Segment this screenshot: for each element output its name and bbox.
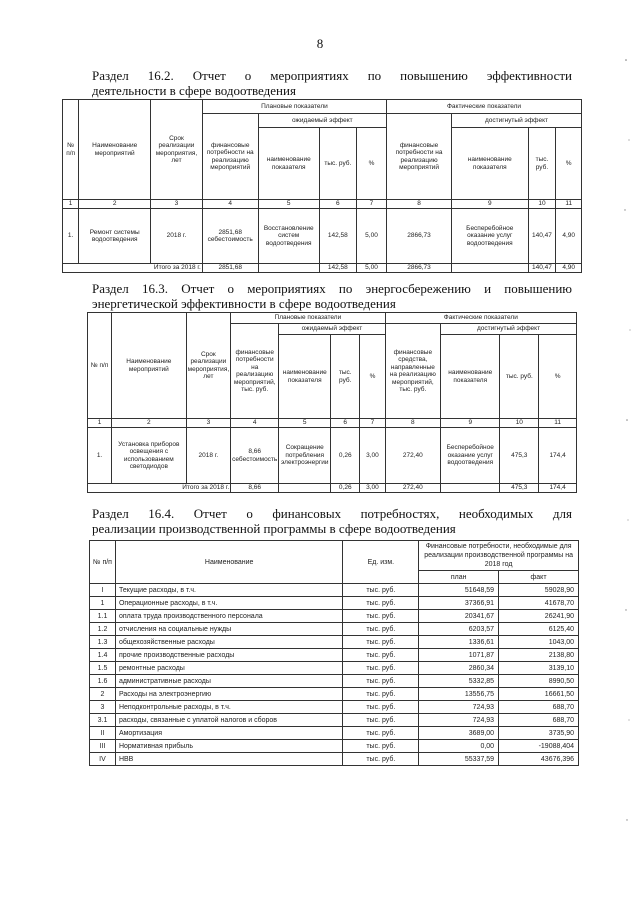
section-16-3-title xyxy=(92,281,572,311)
row-fact-fin: 272,40 xyxy=(385,428,440,484)
total-empty xyxy=(279,484,331,493)
row-plan: 2860,34 xyxy=(419,662,499,675)
row-name: Ремонт системы водоотведения xyxy=(79,209,151,264)
row-unit: тыс. руб. xyxy=(343,727,419,740)
header-fact-ind: наименование показателя xyxy=(452,128,529,200)
row-unit: тыс. руб. xyxy=(343,597,419,610)
row-unit: тыс. руб. xyxy=(343,649,419,662)
row-num: 1. xyxy=(63,209,79,264)
row-name: НВВ xyxy=(115,753,342,766)
header-name: Наименование мероприятий xyxy=(112,313,187,419)
header-num: № п/п xyxy=(88,313,112,419)
table-row xyxy=(90,675,579,688)
row-name: административные расходы xyxy=(115,675,342,688)
header-fact: Фактические показатели xyxy=(387,100,582,114)
row-plan: 51648,59 xyxy=(419,584,499,597)
row-unit: тыс. руб. xyxy=(343,714,419,727)
header-fact-pct: % xyxy=(556,128,582,200)
header-plan-ths: тыс. руб. xyxy=(319,128,356,200)
row-plan: 5332,85 xyxy=(419,675,499,688)
table-row xyxy=(88,428,577,484)
header-term: Срок реализации мероприятия, лет xyxy=(186,313,231,419)
row-term: 2018 г. xyxy=(186,428,231,484)
col-number: 10 xyxy=(500,419,539,428)
col-number: 4 xyxy=(202,200,258,209)
table-row xyxy=(90,597,579,610)
row-unit: тыс. руб. xyxy=(343,675,419,688)
row-num: 3.1 xyxy=(90,714,116,727)
row-fact-ths: 140,47 xyxy=(528,209,556,264)
col-number: 5 xyxy=(258,200,319,209)
header-fact-ths: тыс. руб. xyxy=(528,128,556,200)
header-plan: Плановые показатели xyxy=(202,100,386,114)
header-fact-fin: финансовые потребности на реализацию мероприятий xyxy=(387,114,452,200)
total-fact-fin: 272,40 xyxy=(385,484,440,493)
row-name: Амортизация xyxy=(115,727,342,740)
col-number: 11 xyxy=(539,419,577,428)
col-number: 6 xyxy=(319,200,356,209)
table-row xyxy=(90,727,579,740)
table-row xyxy=(90,714,579,727)
row-fact: 26241,90 xyxy=(499,610,579,623)
total-plan-pct: 5,00 xyxy=(356,264,386,273)
page-number: 8 xyxy=(316,36,324,51)
header-plan-pct: % xyxy=(360,335,385,419)
header-plan-ind: наименование показателя xyxy=(258,128,319,200)
header-plan-eff: ожидаемый эффект xyxy=(258,114,386,128)
row-unit: тыс. руб. xyxy=(343,584,419,597)
row-name: Расходы на электроэнергию xyxy=(115,688,342,701)
row-unit: тыс. руб. xyxy=(343,688,419,701)
section-16-2-title-line1: Раздел 16.2. Отчет о мероприятиях по повышению эффективности xyxy=(92,68,572,83)
section-16-2-title-line2: деятельности в сфере водоотведения xyxy=(92,83,296,98)
row-fact: 8990,50 xyxy=(499,675,579,688)
row-plan: 724,93 xyxy=(419,714,499,727)
section-16-3-title-line2: энергетической эффективности в сфере водоотведения xyxy=(92,296,396,311)
header-name: Наименование мероприятий xyxy=(79,100,151,200)
row-plan: 20341,67 xyxy=(419,610,499,623)
header-num: № п/п xyxy=(63,100,79,200)
table-row xyxy=(90,636,579,649)
row-fact-ind: Бесперебойное оказание услуг водоотведения xyxy=(441,428,500,484)
row-fact: 3735,90 xyxy=(499,727,579,740)
table-row xyxy=(90,584,579,597)
row-unit: тыс. руб. xyxy=(343,623,419,636)
row-num: 1.6 xyxy=(90,675,116,688)
col-number: 5 xyxy=(279,419,331,428)
row-fact-fin: 2866,73 xyxy=(387,209,452,264)
col-number: 3 xyxy=(186,419,231,428)
row-num: 1. xyxy=(88,428,112,484)
row-name: оплата труда производственного персонала xyxy=(115,610,342,623)
total-row xyxy=(88,484,577,493)
col-number: 7 xyxy=(360,419,385,428)
header-plan-fin: финансовые потребности на реализацию мероприятий, тыс. руб. xyxy=(231,324,279,419)
table-16-4 xyxy=(89,540,579,766)
row-fact-ths: 475,3 xyxy=(500,428,539,484)
row-fact: 3139,10 xyxy=(499,662,579,675)
row-plan-pct: 3,00 xyxy=(360,428,385,484)
header-plan: Плановые показатели xyxy=(231,313,386,324)
table-16-4-body xyxy=(90,584,579,766)
row-unit: тыс. руб. xyxy=(343,753,419,766)
row-name: Операционные расходы, в т.ч. xyxy=(115,597,342,610)
col-number: 3 xyxy=(151,200,203,209)
section-16-4-title xyxy=(92,506,572,536)
total-label: Итого за 2018 г. xyxy=(88,484,231,493)
total-empty xyxy=(452,264,529,273)
row-plan: 6203,57 xyxy=(419,623,499,636)
col-number: 1 xyxy=(63,200,79,209)
row-name: отчисления на социальные нужды xyxy=(115,623,342,636)
row-fact: 688,70 xyxy=(499,714,579,727)
total-fact-pct: 4,90 xyxy=(556,264,582,273)
row-plan: 37366,91 xyxy=(419,597,499,610)
row-fact: 43676,396 xyxy=(499,753,579,766)
section-16-2-title xyxy=(92,68,572,98)
table-16-2 xyxy=(62,99,582,273)
row-plan: 1071,87 xyxy=(419,649,499,662)
row-fact: -19088,404 xyxy=(499,740,579,753)
header-num: № п/п xyxy=(90,541,116,584)
col-number: 10 xyxy=(528,200,556,209)
section-16-4-title-line1: Раздел 16.4. Отчет о финансовых потребностях, необходимых для xyxy=(92,506,572,521)
row-plan: 1336,61 xyxy=(419,636,499,649)
col-number: 2 xyxy=(112,419,187,428)
row-plan-ths: 0,26 xyxy=(331,428,360,484)
header-plan-eff: ожидаемый эффект xyxy=(279,324,385,335)
header-name: Наименование xyxy=(115,541,342,584)
row-name: прочие производственные расходы xyxy=(115,649,342,662)
total-plan-ths: 0,26 xyxy=(331,484,360,493)
row-term: 2018 г. xyxy=(151,209,203,264)
total-plan-ths: 142,58 xyxy=(319,264,356,273)
table-row xyxy=(90,649,579,662)
row-fact: 6125,40 xyxy=(499,623,579,636)
total-fact-pct: 174,4 xyxy=(539,484,577,493)
row-fact-ind: Бесперебойное оказание услуг водоотведения xyxy=(452,209,529,264)
col-number: 1 xyxy=(88,419,112,428)
row-fact: 41678,70 xyxy=(499,597,579,610)
table-row xyxy=(90,753,579,766)
row-fact: 1043,00 xyxy=(499,636,579,649)
row-name: Текущие расходы, в т.ч. xyxy=(115,584,342,597)
row-num: 1.4 xyxy=(90,649,116,662)
total-empty xyxy=(258,264,319,273)
total-plan-fin: 8,66 xyxy=(231,484,279,493)
scan-edge-specks xyxy=(622,0,634,905)
total-fact-ths: 140,47 xyxy=(528,264,556,273)
row-fact: 16661,50 xyxy=(499,688,579,701)
total-fact-ths: 475,3 xyxy=(500,484,539,493)
row-plan-ind: Восстановление систем водоотведения xyxy=(258,209,319,264)
row-num: I xyxy=(90,584,116,597)
header-fact-fin: финансовые средства, направленные на реализацию мероприятий, тыс. руб. xyxy=(385,324,440,419)
header-plan-ind: наименование показателя xyxy=(279,335,331,419)
table-row xyxy=(90,623,579,636)
row-num: 1.2 xyxy=(90,623,116,636)
total-row xyxy=(63,264,582,273)
header-plan-fin: финансовые потребности на реализацию мероприятий xyxy=(202,114,258,200)
section-16-4-title-line2: реализации производственной программы в сфере водоотведения xyxy=(92,521,456,536)
header-fact-eff: достигнутый эффект xyxy=(441,324,577,335)
col-number: 2 xyxy=(79,200,151,209)
header-plan-ths: тыс. руб. xyxy=(331,335,360,419)
header-plan: план xyxy=(419,571,499,584)
section-16-3-title-line1: Раздел 16.3. Отчет о мероприятиях по энергосбережению и повышению xyxy=(92,281,572,296)
row-plan: 3689,00 xyxy=(419,727,499,740)
row-name: Установка приборов освещения с использованием светодиодов xyxy=(112,428,187,484)
col-number: 9 xyxy=(441,419,500,428)
header-plan-pct: % xyxy=(356,128,386,200)
table-row xyxy=(63,209,582,264)
row-num: 3 xyxy=(90,701,116,714)
row-num: 1 xyxy=(90,597,116,610)
header-term: Срок реализации мероприятия, лет xyxy=(151,100,203,200)
header-fact-ths: тыс. руб. xyxy=(500,335,539,419)
row-unit: тыс. руб. xyxy=(343,636,419,649)
col-number: 8 xyxy=(387,200,452,209)
row-name: Неподконтрольные расходы, в т.ч. xyxy=(115,701,342,714)
row-num: 2 xyxy=(90,688,116,701)
col-number: 9 xyxy=(452,200,529,209)
header-unit: Ед. изм. xyxy=(343,541,419,584)
total-plan-fin: 2851,68 xyxy=(202,264,258,273)
row-fact-pct: 4,90 xyxy=(556,209,582,264)
row-plan-pct: 5,00 xyxy=(356,209,386,264)
row-num: III xyxy=(90,740,116,753)
table-row xyxy=(90,740,579,753)
col-number: 7 xyxy=(356,200,386,209)
table-row xyxy=(90,610,579,623)
row-plan-fin: 8,66 себестоимость xyxy=(231,428,279,484)
header-fact: факт xyxy=(499,571,579,584)
row-plan: 55337,59 xyxy=(419,753,499,766)
row-plan: 13556,75 xyxy=(419,688,499,701)
row-name: общехозяйственные расходы xyxy=(115,636,342,649)
row-unit: тыс. руб. xyxy=(343,662,419,675)
header-fact-ind: наименование показателя xyxy=(441,335,500,419)
row-plan-fin: 2851,68 себестоимость xyxy=(202,209,258,264)
row-unit: тыс. руб. xyxy=(343,740,419,753)
row-num: IV xyxy=(90,753,116,766)
row-unit: тыс. руб. xyxy=(343,701,419,714)
header-fact-pct: % xyxy=(539,335,577,419)
row-plan: 724,93 xyxy=(419,701,499,714)
row-num: 1.3 xyxy=(90,636,116,649)
total-empty xyxy=(441,484,500,493)
col-number: 6 xyxy=(331,419,360,428)
row-num: II xyxy=(90,727,116,740)
col-number: 11 xyxy=(556,200,582,209)
row-num: 1.5 xyxy=(90,662,116,675)
row-plan: 0,00 xyxy=(419,740,499,753)
row-plan-ths: 142,58 xyxy=(319,209,356,264)
table-row xyxy=(90,662,579,675)
total-fact-fin: 2866,73 xyxy=(387,264,452,273)
header-fact: Фактические показатели xyxy=(385,313,576,324)
row-num: 1.1 xyxy=(90,610,116,623)
row-name: расходы, связанные с уплатой налогов и сборов xyxy=(115,714,342,727)
table-16-3 xyxy=(87,312,577,493)
table-row xyxy=(90,701,579,714)
row-fact-pct: 174,4 xyxy=(539,428,577,484)
header-fin-needs: Финансовые потребности, необходимые для реализации производственной программы на 2018 год xyxy=(419,541,579,571)
col-number: 8 xyxy=(385,419,440,428)
row-fact: 688,70 xyxy=(499,701,579,714)
table-row xyxy=(90,688,579,701)
row-fact: 2138,80 xyxy=(499,649,579,662)
total-label: Итого за 2018 г. xyxy=(63,264,203,273)
row-fact: 59028,90 xyxy=(499,584,579,597)
row-name: ремонтные расходы xyxy=(115,662,342,675)
row-name: Нормативная прибыль xyxy=(115,740,342,753)
row-unit: тыс. руб. xyxy=(343,610,419,623)
total-plan-pct: 3,00 xyxy=(360,484,385,493)
col-number: 4 xyxy=(231,419,279,428)
row-plan-ind: Сокращение потребления электроэнергии xyxy=(279,428,331,484)
header-fact-eff: достигнутый эффект xyxy=(452,114,582,128)
